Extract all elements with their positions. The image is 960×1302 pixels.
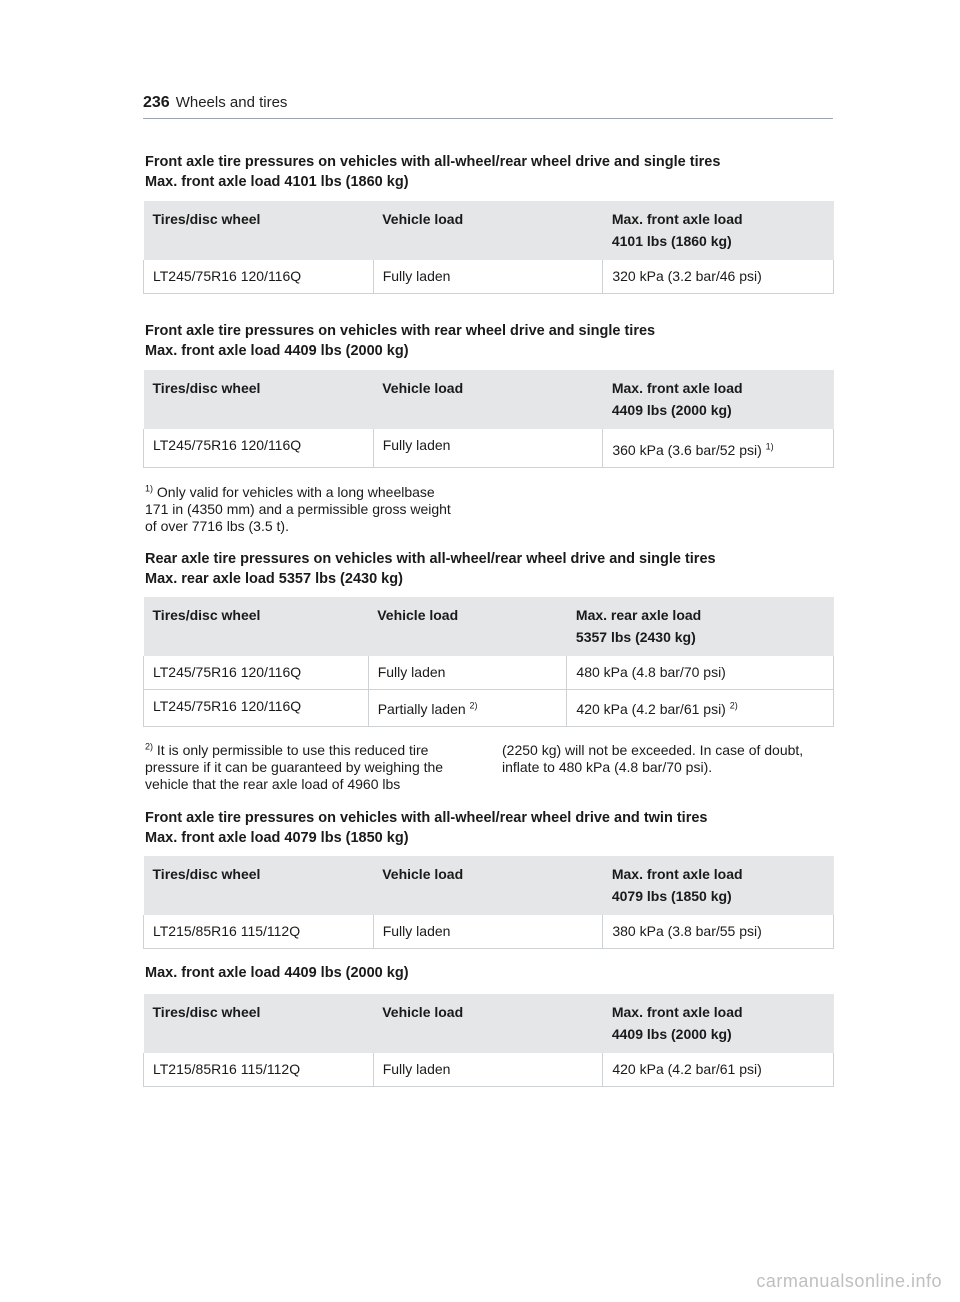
tire-cell: LT245/75R16 120/116Q [144,656,369,690]
page-number: 236 [143,94,170,111]
header-title: Wheels and tires [175,94,288,111]
tire-cell: LT245/75R16 120/116Q [144,690,369,727]
section-3-title: Rear axle tire pressures on vehicles with all-wheel/rear wheel drive and single tires [145,551,716,567]
tire-cell: LT215/85R16 115/112Q [144,1053,374,1087]
section-2-heading [145,321,655,361]
section-1-subtitle: Max. front axle load 4101 lbs (1860 kg) [145,174,409,190]
footnote-ref: 2) [469,700,478,711]
footnote-ref: 2) [729,700,738,711]
table-row [144,915,834,949]
tire-cell: LT215/85R16 115/112Q [144,915,374,949]
section-4-subtitle: Max. front axle load 4079 lbs (1850 kg) [145,830,409,846]
load-cell: Fully laden [373,915,603,949]
footnote-2-left: $^{2)}$ It is only permissible to use this reduced tire pressure if it can be guaranteed by weighing the vehicle that the rear axle load of 4960 lbs [145,741,444,792]
column-header: Vehicle load [368,597,567,656]
column-header: Vehicle load [373,856,603,915]
load-cell: Fully laden [373,429,603,468]
column-header: Vehicle load [373,370,603,429]
section-5-title: Max. front axle load 4409 lbs (2000 kg) [145,965,409,981]
table-row [144,260,834,294]
pressure-cell: 480 kPa (4.8 bar/70 psi) [567,656,834,690]
table-front-axle-4409-twin [143,994,834,1087]
column-header: Vehicle load [373,201,603,260]
table-front-axle-rwd-single [143,370,834,468]
section-2-subtitle: Max. front axle load 4409 lbs (2000 kg) [145,343,409,359]
section-2-title: Front axle tire pressures on vehicles with rear wheel drive and single tires [145,323,656,339]
column-header: Max. front axle load 4409 lbs (2000 kg) [603,370,834,429]
section-1-title: Front axle tire pressures on vehicles with all-wheel/rear wheel drive and single tires [145,154,721,170]
table-row [144,690,834,727]
pressure-cell: 360 kPa (3.6 bar/52 psi) $^{1)}$ [603,429,834,468]
load-cell: Partially laden $^{2)}$ [368,690,567,727]
pressure-cell: 420 kPa (4.2 bar/61 psi) [603,1053,834,1087]
section-3-subtitle: Max. rear axle load 5357 lbs (2430 kg) [145,571,403,587]
table-row [144,429,834,468]
load-cell: Fully laden [373,1053,603,1087]
table-rear-axle-awd-single [143,597,834,727]
watermark: carmanualsonline.info [756,1271,942,1291]
pressure-cell: 380 kPa (3.8 bar/55 psi) [603,915,834,949]
table-front-axle-awd-twin [143,856,834,949]
load-cell: Fully laden [373,260,603,294]
pressure-cell: 320 kPa (3.2 bar/46 psi) [603,260,834,294]
footnote-ref: 1) [765,441,774,452]
column-header: Max. front axle load 4079 lbs (1850 kg) [603,856,834,915]
column-header: Tires/disc wheel [144,370,374,429]
footnote-1: $^{1)}$ Only valid for vehicles with a long wheelbase 171 in (4350 mm) and a permissible gross weight of over 7716 lbs (3.5 t). [145,483,451,534]
table-row [144,1053,834,1087]
tire-cell: LT245/75R16 120/116Q [144,260,374,294]
column-header: Tires/disc wheel [144,201,374,260]
column-header: Tires/disc wheel [144,856,374,915]
pressure-cell: 420 kPa (4.2 bar/61 psi) $^{2)}$ [567,690,834,727]
footnote-2-right: (2250 kg) will not be exceeded. In case of doubt, inflate to 480 kPa (4.8 bar/70 psi). [502,742,804,775]
column-header: Max. rear axle load 5357 lbs (2430 kg) [567,597,834,656]
section-4-title: Front axle tire pressures on vehicles with all-wheel/rear wheel drive and twin tires [145,810,708,826]
section-3-heading [145,549,716,589]
column-header: Max. front axle load 4409 lbs (2000 kg) [603,994,834,1053]
column-header: Tires/disc wheel [144,597,369,656]
section-4-heading [145,808,707,848]
section-1-heading [145,152,720,192]
column-header: Max. front axle load 4101 lbs (1860 kg) [603,201,834,260]
page-header [143,94,833,119]
column-header: Vehicle load [373,994,603,1053]
load-cell: Fully laden [368,656,567,690]
column-header: Tires/disc wheel [144,994,374,1053]
tire-cell: LT245/75R16 120/116Q [144,429,374,468]
table-front-axle-awd-single [143,201,834,294]
section-5-heading [145,963,409,983]
table-row [144,656,834,690]
